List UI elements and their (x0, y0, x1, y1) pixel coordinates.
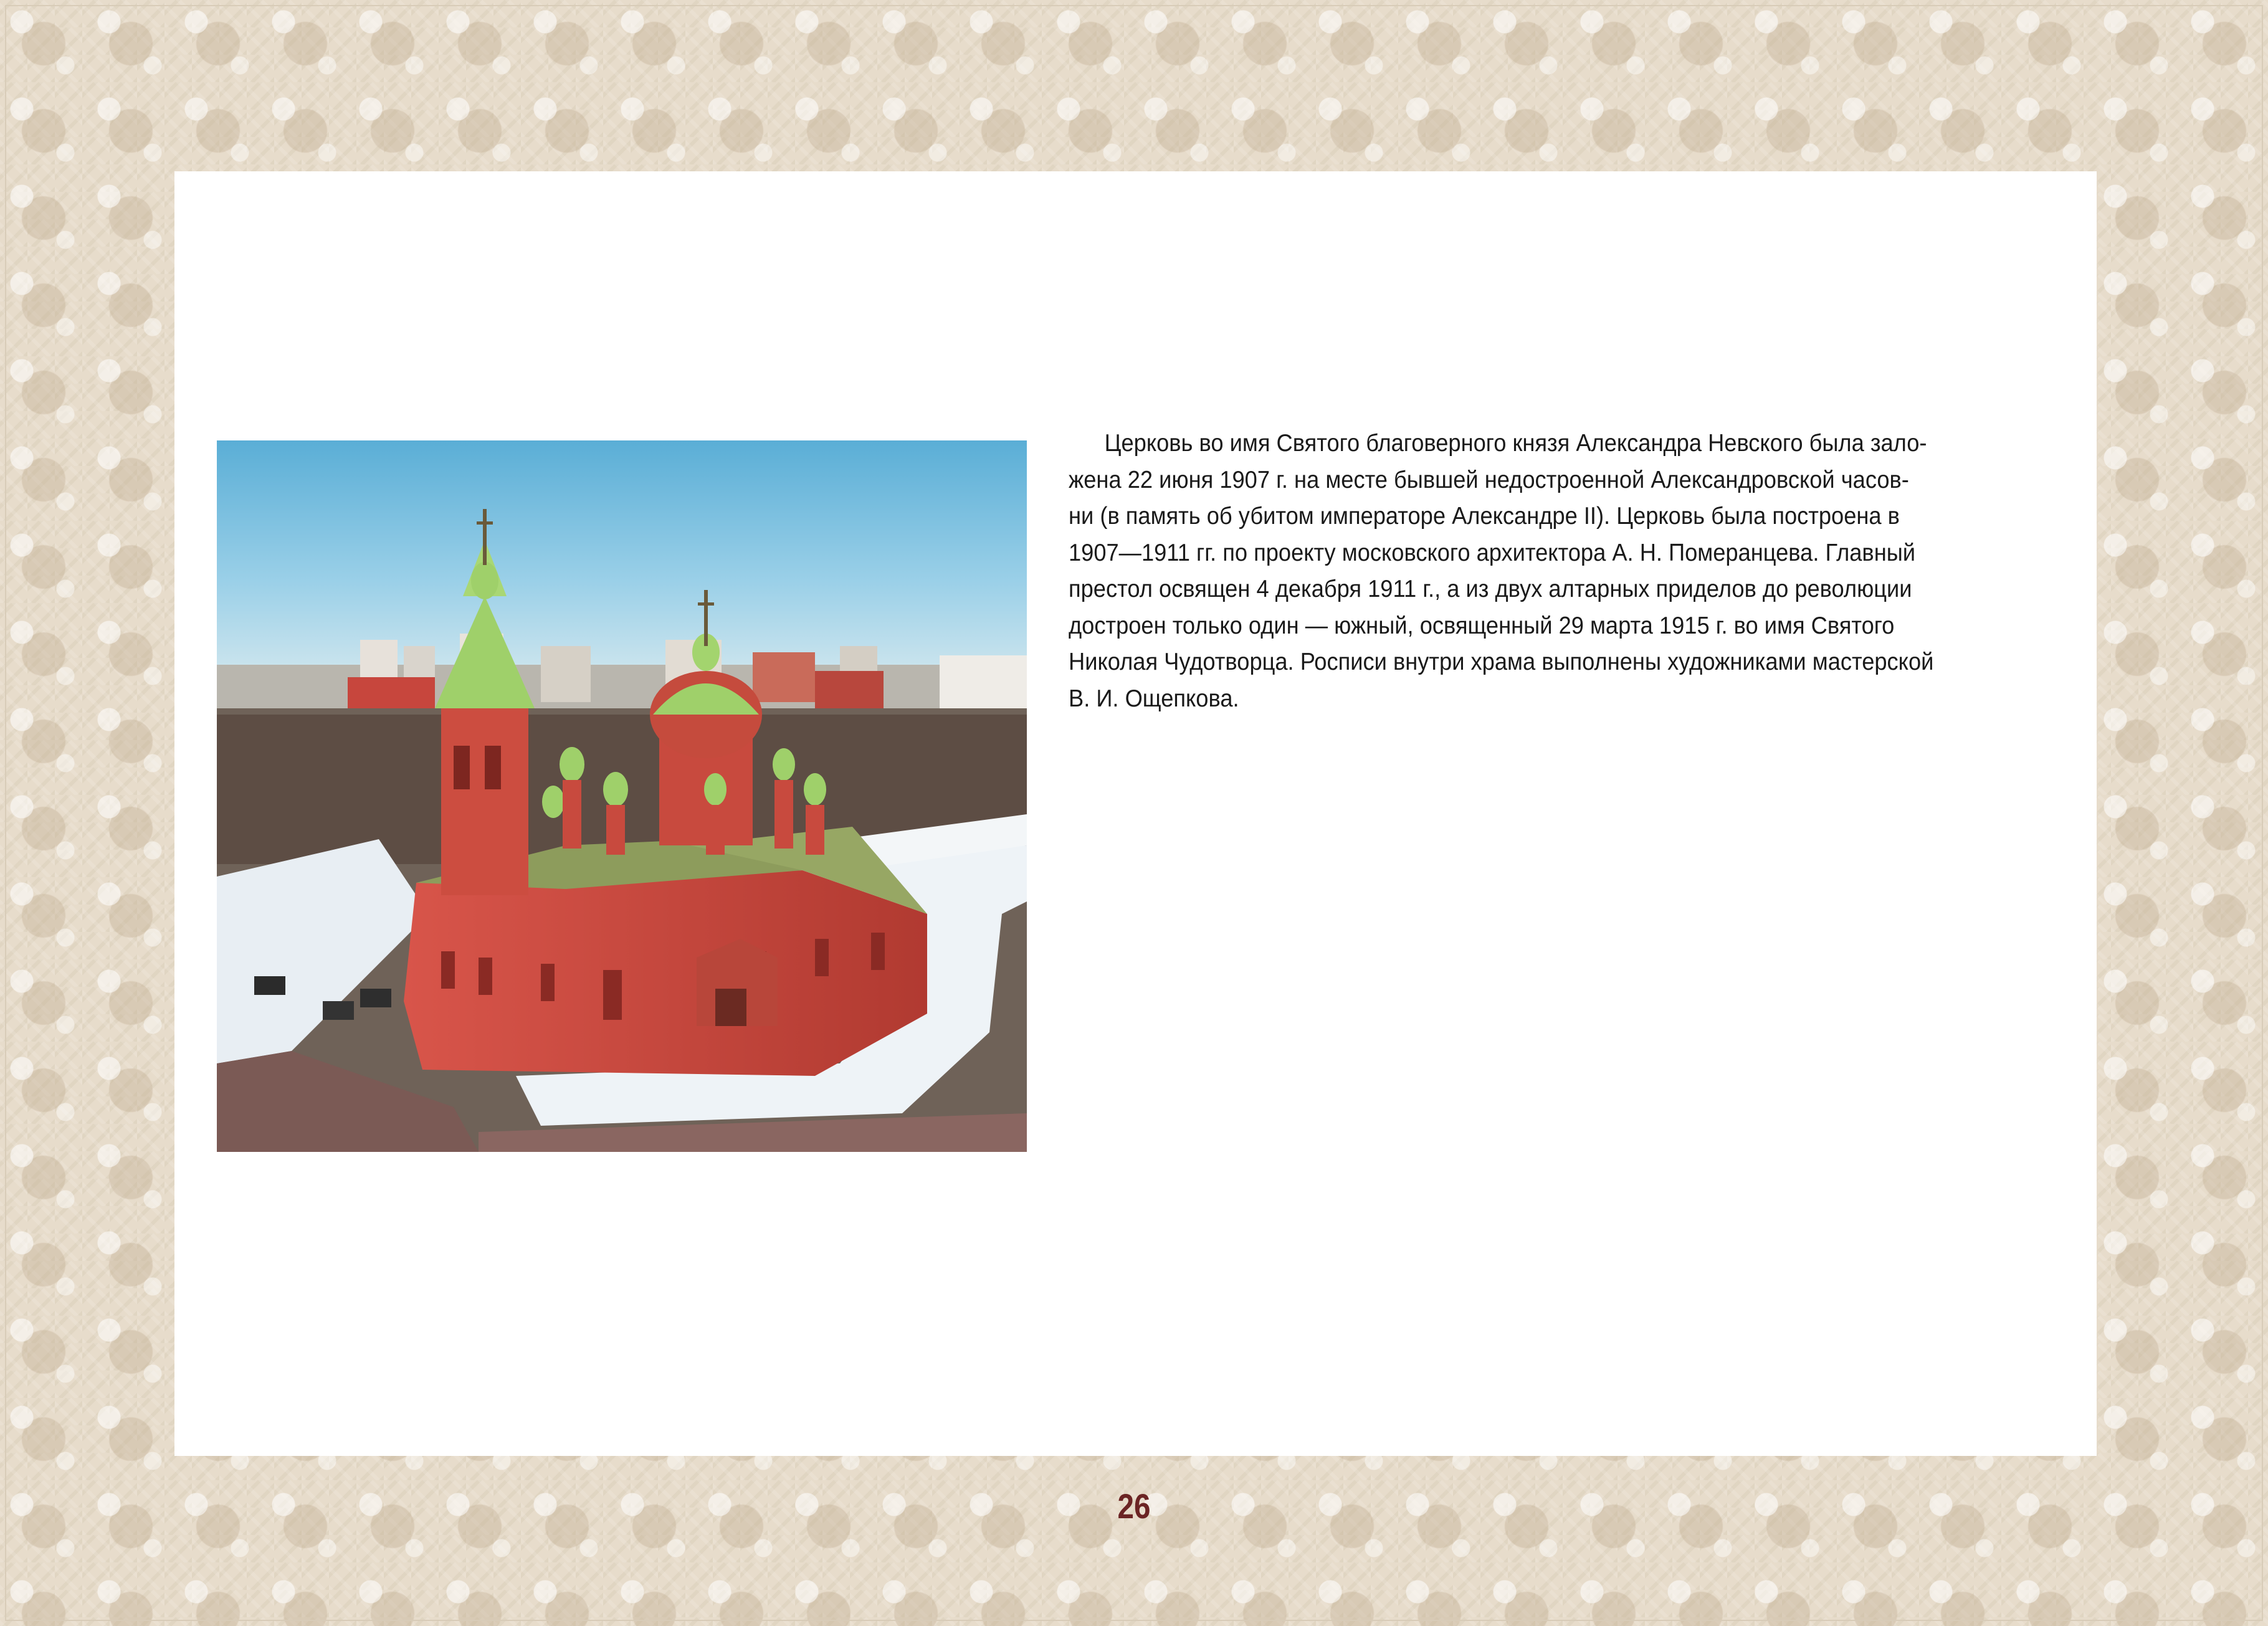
paragraph-line: жена 22 июня 1907 г. на месте бывшей недостроенной Александровской часов- (1069, 466, 1909, 493)
paragraph-line: Церковь во имя Святого благоверного князя Александра Невского была зало- (1104, 430, 1927, 457)
paragraph-line: В. И. Ощепкова. (1069, 685, 1239, 712)
paragraph-line: достроен только один — южный, освященный 29 марта 1915 г. во имя Святого (1069, 612, 1895, 639)
page-number: 26 (1117, 1486, 1151, 1526)
paragraph-line: 1907—1911 гг. по проекту московского архитектора А. Н. Померанцева. Главный (1069, 539, 1916, 566)
church-photo (217, 440, 1027, 1152)
church-photo-illustration (217, 440, 1027, 1152)
paragraph-line: ни (в память об убитом императоре Александре II). Церковь была построена в (1069, 503, 1900, 530)
article-paragraph (1069, 426, 1984, 717)
paragraph-line: Николая Чудотворца. Росписи внутри храма выполнены художниками мастерской (1069, 649, 1934, 675)
paragraph-line: престол освящен 4 декабря 1911 г., а из двух алтарных приделов до революции (1069, 576, 1912, 602)
